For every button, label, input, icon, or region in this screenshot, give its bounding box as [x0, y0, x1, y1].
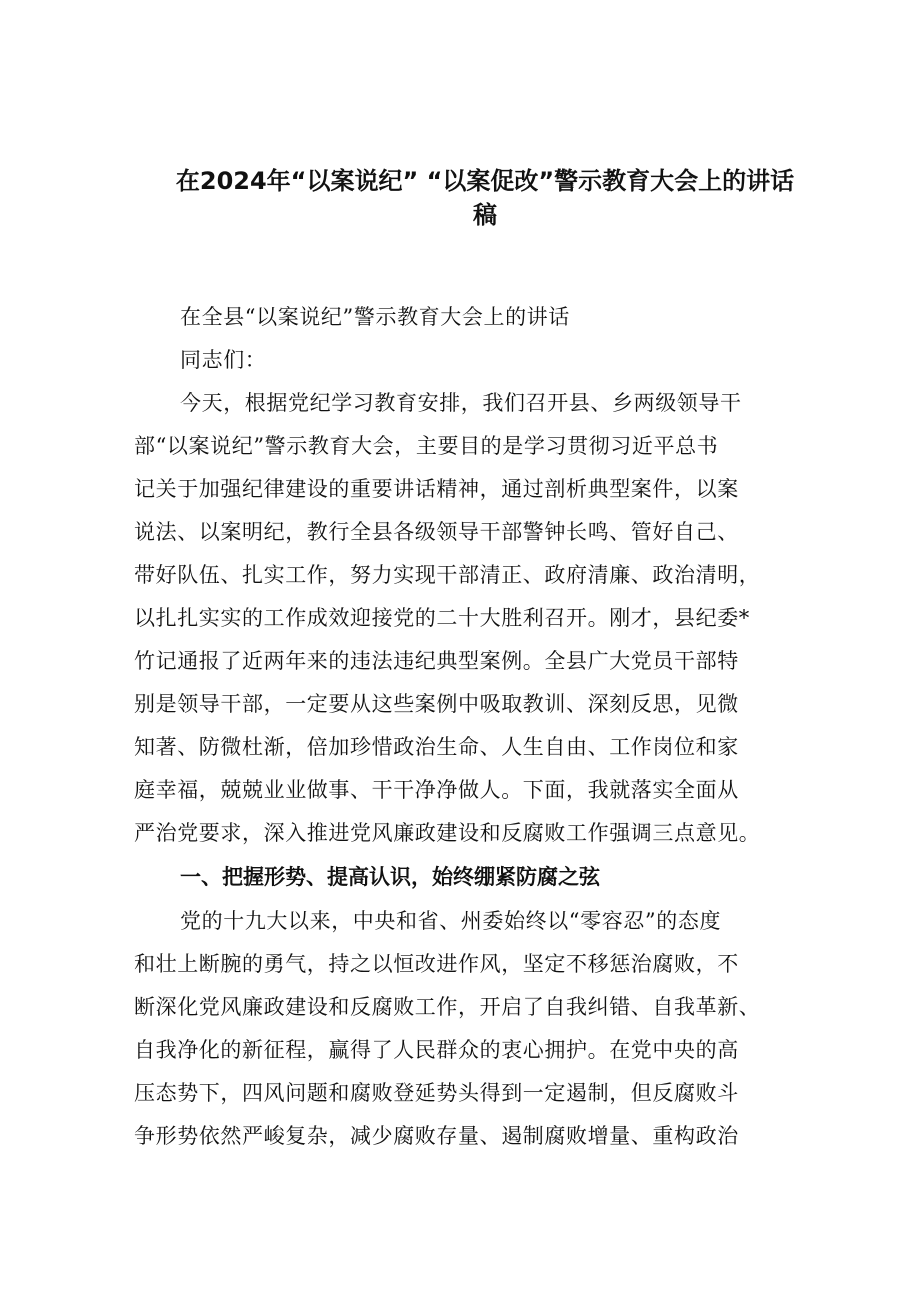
- paragraph-line: 争形势依然严峻复杂，减少腐败存量、遏制腐败增量、重构政治: [134, 1124, 739, 1148]
- paragraph-line: 知著、防微杜渐，倍加珍惜政治生命、人生自由、工作岗位和家: [134, 735, 739, 759]
- salutation: 同志们：: [180, 348, 267, 372]
- paragraph-line: 严治党要求，深入推进党风廉政建设和反腐败工作强调三点意见。: [134, 821, 761, 845]
- paragraph-line: 带好队伍、扎实工作，努力实现干部清正、政府清廉、政治清明，: [134, 563, 761, 587]
- paragraph-line: 和壮上断腕的勇气，持之以恒改进作风，坚定不移惩治腐败，不: [134, 952, 739, 976]
- title-line-1: 在2024年“以案说纪” “以案促改”警示教育大会上的讲话: [175, 167, 795, 195]
- speech-subtitle: 在全县“以案说纪”警示教育大会上的讲话: [180, 305, 570, 329]
- paragraph-line: 庭幸福，兢兢业业做事、干干净净做人。下面，我就落实全面从: [134, 778, 739, 802]
- paragraph-line: 党的十九大以来，中央和省、州委始终以“零容忍”的态度: [180, 909, 722, 933]
- paragraph-line: 竹记通报了近两年来的违法违纪典型案例。全县广大党员干部特: [134, 649, 739, 673]
- document-title: [120, 164, 850, 232]
- paragraph-line: 别是领导干部，一定要从这些案例中吸取教训、深刻反思，见微: [134, 692, 739, 716]
- section-heading: 一、把握形势、提高认识，始终绷紧防腐之弦: [180, 865, 600, 889]
- title-line-2: 稿: [473, 201, 497, 229]
- paragraph-line: 部“以案说纪”警示教育大会，主要目的是学习贯彻习近平总书: [134, 434, 719, 458]
- paragraph-line: 记关于加强纪律建设的重要讲话精神，通过剖析典型案件，以案: [134, 477, 739, 501]
- paragraph-line: 断深化党风廉政建设和反腐败工作，开启了自我纠错、自我革新、: [134, 995, 761, 1019]
- paragraph-line: 自我净化的新征程，赢得了人民群众的衷心拥护。在党中央的高: [134, 1038, 739, 1062]
- paragraph-line: 压态势下，四风问题和腐败登延势头得到一定遏制，但反腐败斗: [134, 1081, 739, 1105]
- paragraph-line: 以扎扎实实的工作成效迎接党的二十大胜利召开。刚才，县纪委*: [134, 606, 750, 630]
- paragraph-line: 说法、以案明纪，教行全县各级领导干部警钟长鸣、管好自己、: [134, 520, 739, 544]
- paragraph-line: 今天，根据党纪学习教育安排，我们召开县、乡两级领导干: [180, 391, 742, 415]
